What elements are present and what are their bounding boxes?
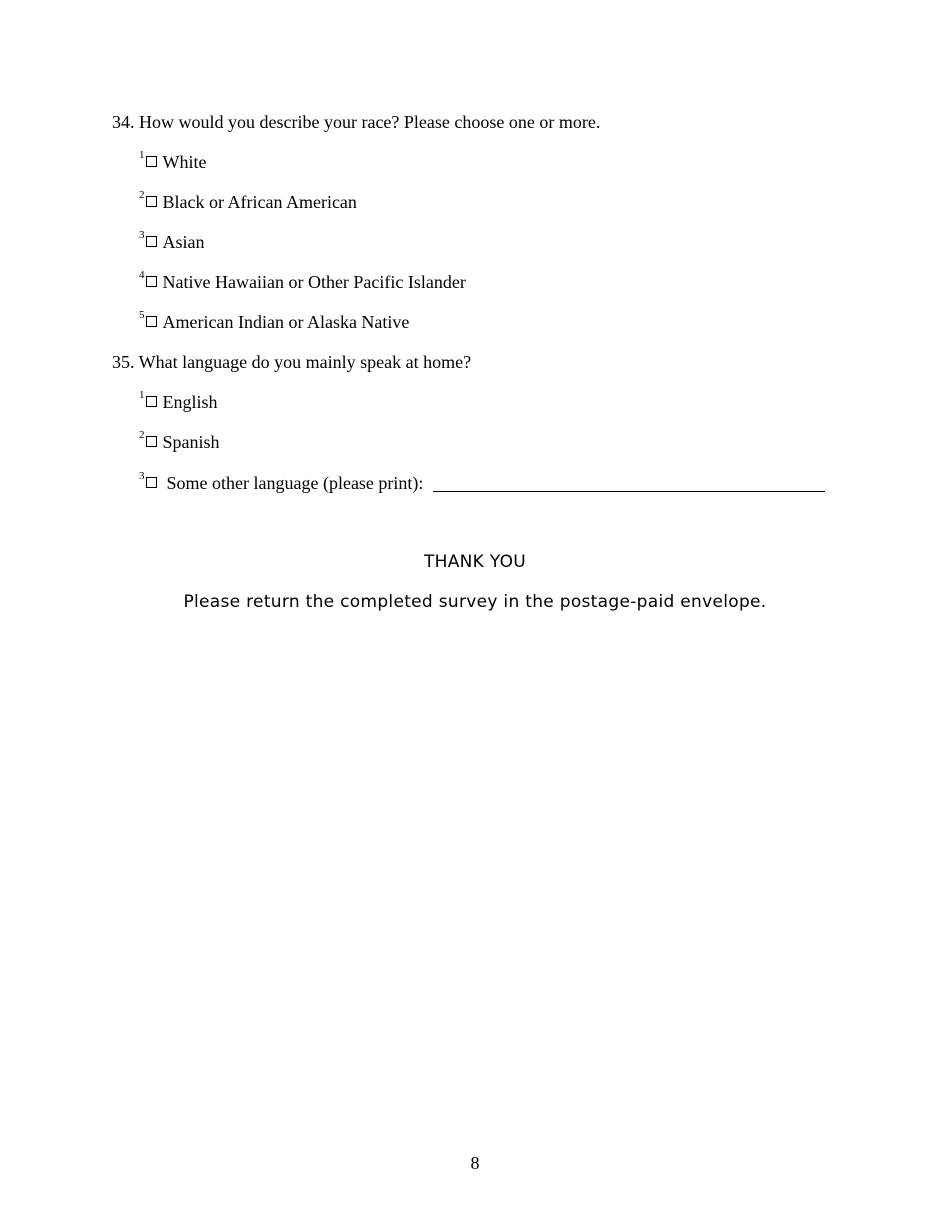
checkbox[interactable] [146,156,157,167]
return-instruction: Please return the completed survey in the postage-paid envelope. [183,592,767,612]
option-number: 4 [139,269,145,281]
option-label: English [162,392,218,412]
option-race-american-indian[interactable] [139,309,410,332]
option-number: 1 [139,389,145,401]
option-number: 3 [139,470,145,482]
option-race-asian[interactable] [139,229,205,252]
option-race-black[interactable] [139,189,357,212]
option-race-pacific-islander[interactable] [139,269,466,292]
checkbox[interactable] [146,477,157,488]
option-number: 1 [139,149,145,161]
option-number: 2 [139,429,145,441]
other-language-write-in-field[interactable] [433,473,825,492]
option-number: 3 [139,229,145,241]
question-35: 35. What language do you mainly speak at home? [112,352,472,372]
checkbox[interactable] [146,276,157,287]
checkbox[interactable] [146,436,157,447]
option-language-english[interactable] [139,389,218,412]
question-34: 34. How would you describe your race? Please choose one or more. [112,112,601,132]
option-label: Spanish [162,432,220,452]
checkbox[interactable] [146,316,157,327]
option-number: 5 [139,309,145,321]
thank-you-heading: THANK YOU [423,552,527,572]
option-label: Asian [162,232,205,252]
option-label: Black or African American [162,192,357,212]
option-label: Some other language (please print): [166,473,424,493]
checkbox[interactable] [146,196,157,207]
option-label: Native Hawaiian or Other Pacific Islander [162,272,466,292]
checkbox[interactable] [146,396,157,407]
checkbox[interactable] [146,236,157,247]
option-number: 2 [139,189,145,201]
page-number: 8 [470,1153,480,1173]
option-label: American Indian or Alaska Native [162,312,410,332]
option-race-white[interactable] [139,149,207,172]
option-label: White [162,152,207,172]
option-language-spanish[interactable] [139,429,220,452]
option-language-other[interactable] [139,470,825,493]
